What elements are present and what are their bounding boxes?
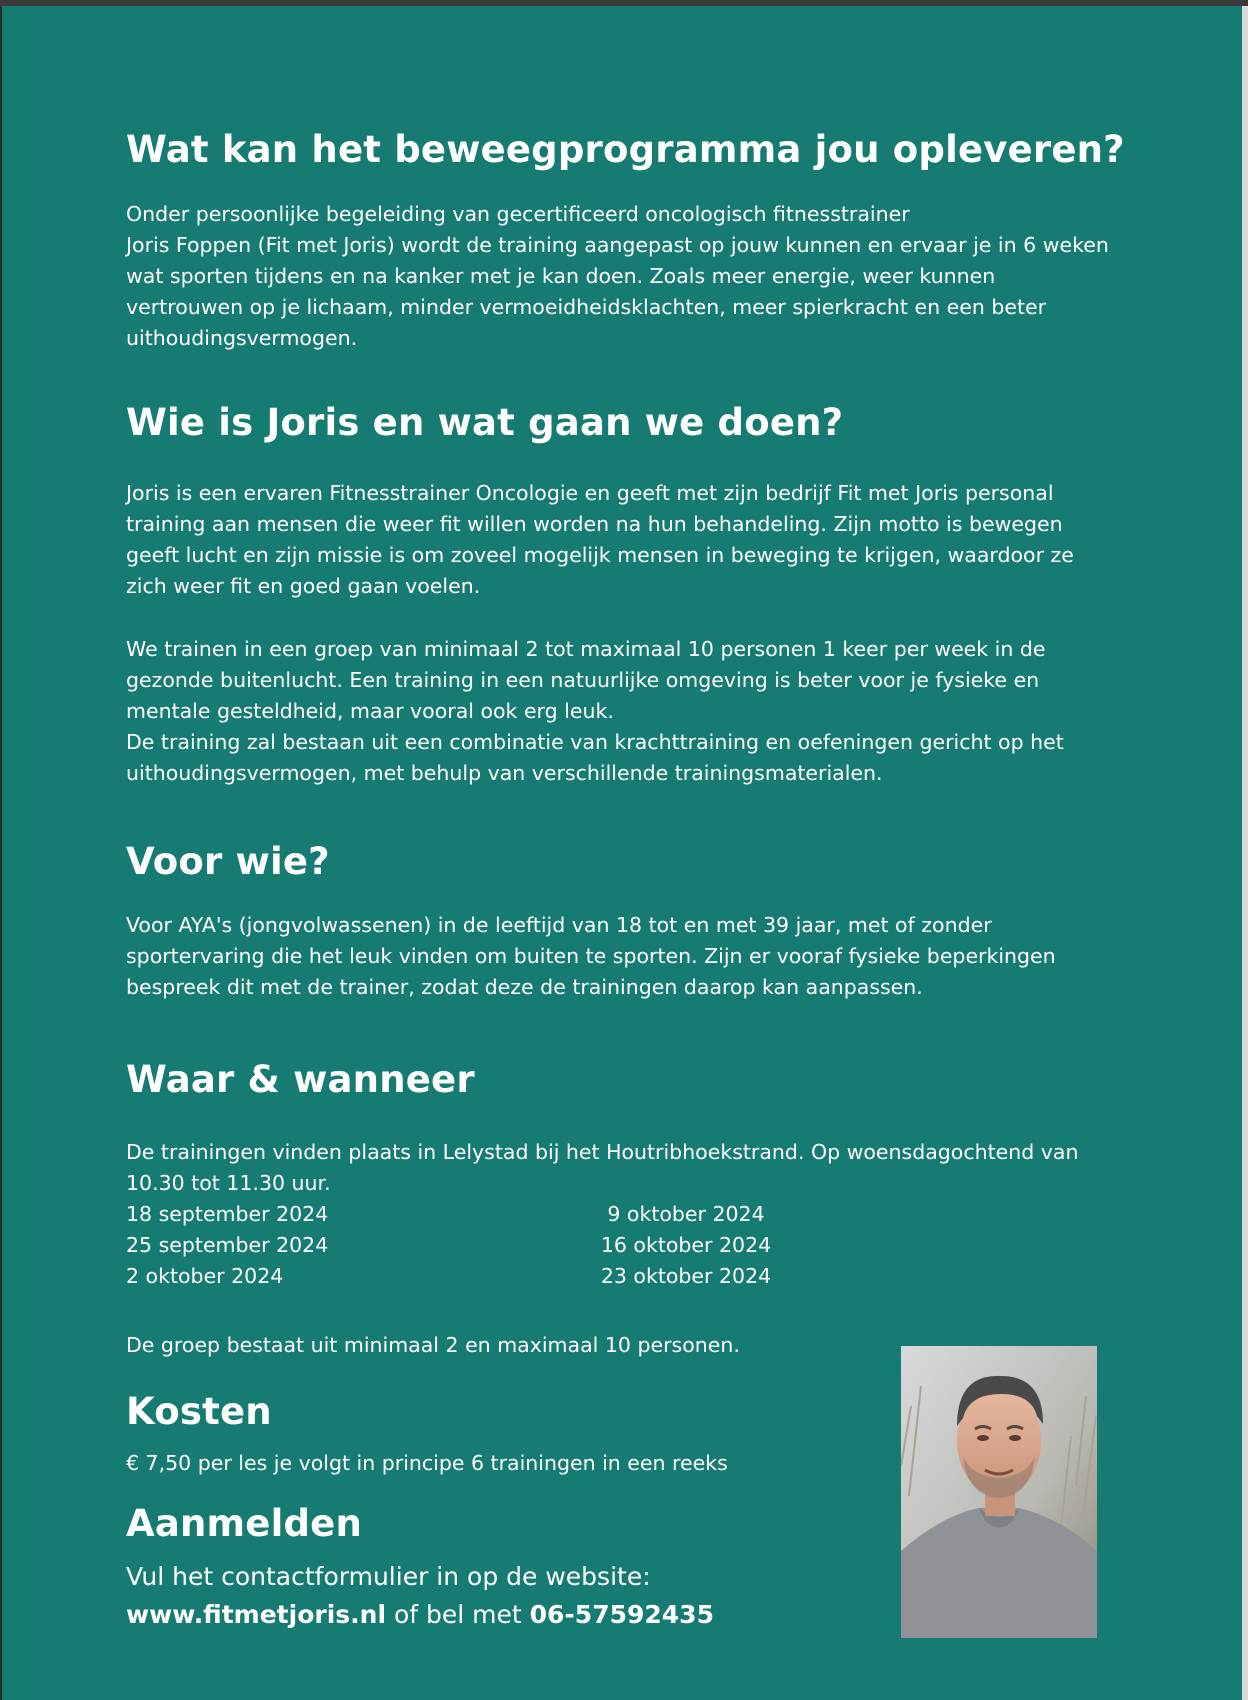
flyer-page [2, 6, 1242, 1700]
date-item: 25 september 2024 [126, 1233, 329, 1257]
date-item: 9 oktober 2024 [607, 1202, 765, 1226]
trainer-photo [901, 1346, 1097, 1638]
signup-contact-line [126, 1596, 714, 1634]
heading-for-whom: Voor wie? [126, 840, 330, 883]
date-item: 16 oktober 2024 [600, 1233, 772, 1257]
signup-connector: of bel met [386, 1600, 530, 1629]
heading-costs: Kosten [126, 1390, 272, 1433]
signup-contact [126, 1558, 714, 1634]
training-paragraph: We trainen in een groep van minimaal 2 tot maximaal 10 personen 1 keer per week in de gezonde buitenlucht. Een training in een natuurlijke omgeving is beter voor je fysieke en mentale gesteldheid, maar vooral ook erg leuk. De training zal bestaan uit een combinatie van krachttraining en oefeningen gericht op het uithoudingsvermogen, met behulp van verschillende trainingsmaterialen. [126, 637, 1064, 785]
heading-benefits: Wat kan het beweegprogramma jou opleveren? [126, 128, 1125, 171]
for-whom-paragraph: Voor AYA's (jongvolwassenen) in de leeftijd van 18 tot en met 39 jaar, met of zonder sportervaring die het leuk vinden om buiten te sporten. Zijn er vooraf fysieke beperkingen bespreek dit met de trainer, zodat deze de trainingen daarop kan aanpassen. [126, 913, 1056, 999]
heading-about-joris: Wie is Joris en wat gaan we doen? [126, 401, 844, 444]
website-link[interactable]: www.fitmetjoris.nl [126, 1600, 387, 1629]
dates-right-column [596, 1199, 776, 1292]
heading-where-when: Waar & wanneer [126, 1058, 475, 1101]
date-item: 2 oktober 2024 [126, 1264, 284, 1288]
date-item: 18 september 2024 [126, 1202, 329, 1226]
date-item: 23 oktober 2024 [600, 1264, 772, 1288]
phone-number[interactable]: 06-57592435 [529, 1600, 714, 1629]
group-size-text: De groep bestaat uit minimaal 2 en maximaal 10 personen. [126, 1333, 740, 1357]
viewer-right-edge [1242, 6, 1248, 1700]
heading-signup: Aanmelden [126, 1502, 362, 1545]
benefits-paragraph: Onder persoonlijke begeleiding van gecertificeerd oncologisch fitnesstrainer Joris Foppen (Fit met Joris) wordt de training aangepast op jouw kunnen en ervaar je in 6 weken wat sporten tijdens en na kanker met je kan doen. Zoals meer energie, weer kunnen vertrouwen op je lichaam, minder vermoeidheidsklachten, meer spierkracht en een beter uithoudingsvermogen. [126, 202, 1109, 350]
signup-instruction: Vul het contactformulier in op de website: [126, 1562, 651, 1591]
costs-text: € 7,50 per les je volgt in principe 6 trainingen in een reeks [126, 1451, 728, 1475]
where-when-paragraph: De trainingen vinden plaats in Lelystad bij het Houtribhoekstrand. Op woensdagochtend van 10.30 tot 11.30 uur. [126, 1140, 1079, 1195]
dates-left-column [126, 1199, 426, 1292]
about-joris-paragraph: Joris is een ervaren Fitnesstrainer Oncologie en geeft met zijn bedrijf Fit met Joris personal training aan mensen die weer fit willen worden na hun behandeling. Zijn motto is bewegen geeft lucht en zijn missie is om zoveel mogelijk mensen in beweging te krijgen, waardoor ze zich weer fit en goed gaan voelen. [126, 481, 1074, 598]
